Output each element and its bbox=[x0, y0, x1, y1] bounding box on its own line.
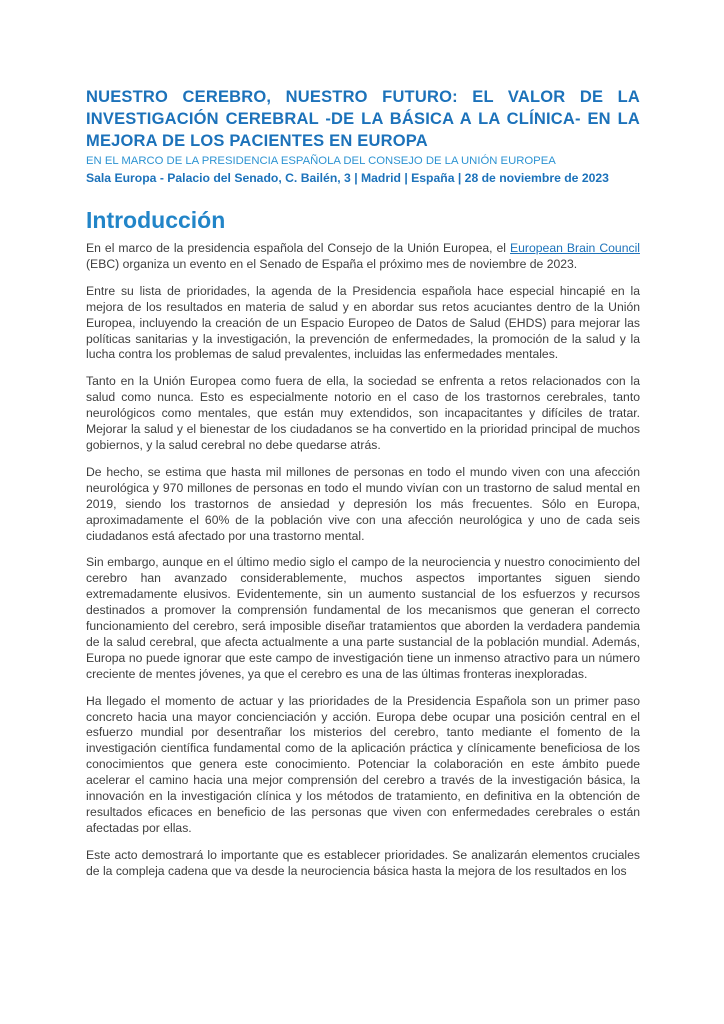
document-subtitle: EN EL MARCO DE LA PRESIDENCIA ESPAÑOLA DEL CONSEJO DE LA UNIÓN EUROPEA bbox=[86, 155, 556, 167]
european-brain-council-link[interactable]: European Brain Council bbox=[510, 241, 640, 255]
paragraph-call-to-action: Ha llegado el momento de actuar y las prioridades de la Presidencia Española son un primer paso concreto hacia una mayor concienciación y acción. Europa debe ocupar una posición central en el esfuerzo mundial por desentrañar los misterios del cerebro, tanto mediante el fomento de la investigación científica fundamental como de la aplicación práctica y clínicamente beneficiosa de los conocimientos que genera este conocimiento. Potenciar la colaboración en este ámbito puede acelerar el camino hacia una mejor comprensión del cerebro a través de la investigación básica, la innovación en la investigación clínica y los métodos de tratamiento, en definitiva en la obtención de resultados eficaces en beneficio de las personas que viven con enfermedades cerebrales o están afectadas por ellas. bbox=[86, 693, 640, 835]
paragraph-statistics: De hecho, se estima que hasta mil millones de personas en todo el mundo viven con una afección neurológica y 970 millones de personas en todo el mundo vivían con un trastorno de salud mental en 2019, siendo los trastornos de ansiedad y depresión los más frecuentes. Sólo en Europa, aproximadamente el 60% de la población vive con una afección neurológica y uno de cada seis ciudadanos está afectado por una trastorno mental. bbox=[86, 464, 640, 543]
paragraph-priorities: Entre su lista de prioridades, la agenda de la Presidencia española hace especial hincapié en la mejora de los resultados en materia de salud y en abordar sus retos acuciantes dentro de la Unión Europea, incluyendo la creación de un Espacio Europeo de Datos de Salud (EHDS) para mejorar las políticas sanitarias y la investigación, la prevención de enfermedades, la promoción de la salud y la lucha contra los problemas de salud prevalentes, incluidas las enfermedades mentales. bbox=[86, 283, 640, 362]
paragraph-neuroscience-progress: Sin embargo, aunque en el último medio siglo el campo de la neurociencia y nuestro conocimiento del cerebro han avanzado considerablemente, muchos aspectos importantes siguen siendo extremadamente elusivos. Evidentemente, sin un aumento sustancial de los esfuerzos y recursos destinados a promover la comprensión fundamental de los mecanismos que generan el correcto funcionamiento del cerebro, será imposible diseñar tratamientos que aborden la verdadera pandemia de la salud cerebral, que afecta actualmente a una parte sustancial de la población mundial. Además, Europa no puede ignorar que este campo de investigación tiene un inmenso atractivo para un número creciente de mentes jóvenes, ya que el cerebro es una de las últimas fronteras inexploradas. bbox=[86, 555, 640, 681]
paragraph-event-purpose: Este acto demostrará lo importante que es establecer prioridades. Se analizarán elementos cruciales de la compleja cadena que va desde la neurociencia básica hasta la mejora de los resultados en los bbox=[86, 847, 640, 878]
paragraph-intro-text-before-link: En el marco de la presidencia española del Consejo de la Unión Europea, el bbox=[86, 241, 511, 255]
paragraph-intro bbox=[86, 241, 640, 273]
document-header bbox=[86, 86, 640, 187]
event-location-date: Sala Europa - Palacio del Senado, C. Bailén, 3 | Madrid | España | 28 de noviembre de 2023 bbox=[86, 171, 609, 185]
paragraph-health-challenges: Tanto en la Unión Europea como fuera de ella, la sociedad se enfrenta a retos relacionados con la salud como nunca. Esto es especialmente notorio en el caso de los trastornos cerebrales, tanto neurológicos como mentales, que están muy extendidos, son incapacitantes y difíciles de tratar. Mejorar la salud y el bienestar de los ciudadanos se ha convertido en la prioridad principal de muchos gobiernos, y la salud cerebral no debe quedarse atrás. bbox=[86, 374, 640, 452]
document-content bbox=[86, 86, 640, 880]
document-title: NUESTRO CEREBRO, NUESTRO FUTURO: EL VALOR DE LA INVESTIGACIÓN CEREBRAL -DE LA BÁSICA A LA CLÍNICA- EN LA MEJORA DE LOS PACIENTES EN EUROPA bbox=[86, 88, 640, 150]
paragraph-intro-text-after-link: (EBC) organiza un evento en el Senado de España el próximo mes de noviembre de 2023. bbox=[86, 256, 578, 271]
section-heading-introduccion: Introducción bbox=[86, 207, 226, 233]
